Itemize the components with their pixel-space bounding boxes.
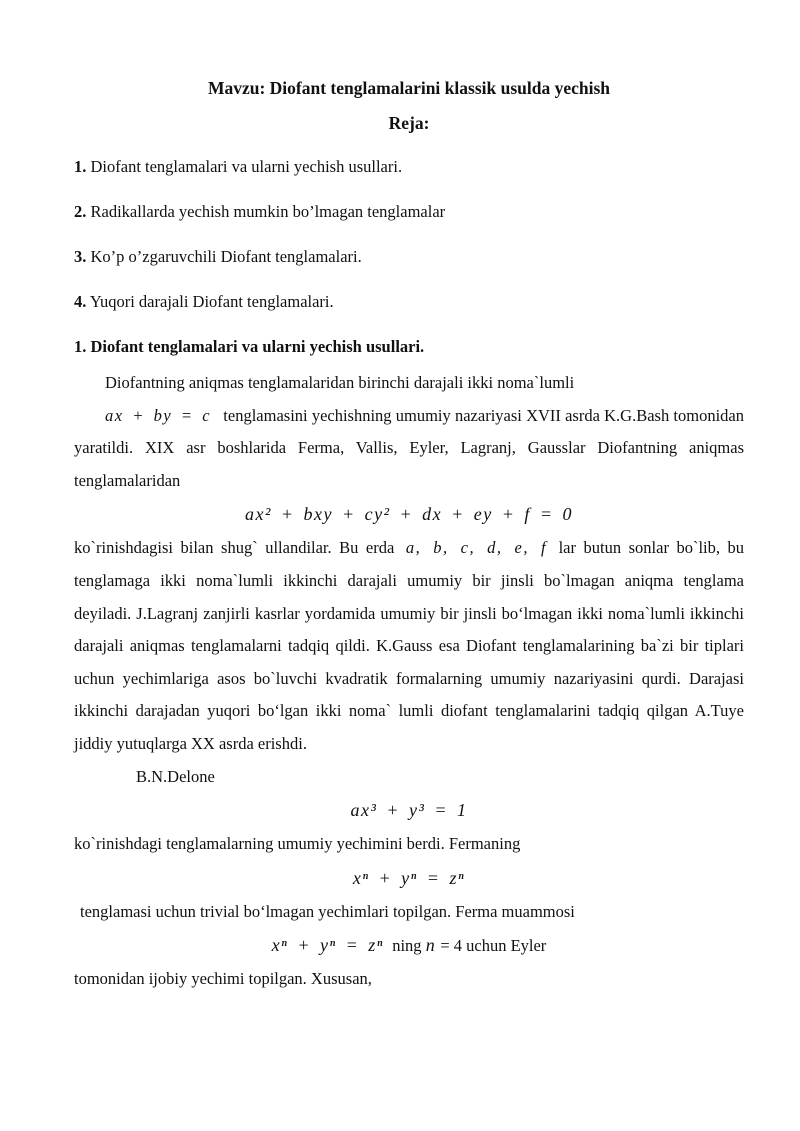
paragraph-after-cubic: ko`rinishdagi tenglamalarning umumiy yechimini berdi. Fermaning xyxy=(74,834,521,854)
paragraph-linear-text: tenglamasini yechishning umumiy nazariyasi XVII asrda K.G.Bash tomonidan yaratildi. XIX asr boshlarida Ferma, Vallis, Eyler, Lagranj, Gausslar Diofantning aniqmas tenglamalaridan xyxy=(74,405,744,490)
paragraph-intro-line: Diofantning aniqmas tenglamalaridan birinchi darajali ikki noma`lumli xyxy=(105,373,575,392)
formula-fermat xyxy=(74,861,744,896)
paragraph-history xyxy=(74,532,744,760)
plan-item-1 xyxy=(74,152,744,182)
plan-item-4-number: 4. xyxy=(74,292,87,311)
formula-cubic-text: ax³ + y³ = 1 xyxy=(350,800,468,821)
plan-item-1-label: Diofant tenglamalari va ularni yechish usullari. xyxy=(90,157,403,176)
formula-fermat-n4-mid-text: ning xyxy=(392,936,422,956)
inline-variables-list: a, b, c, d, e, f xyxy=(405,538,548,558)
formula-quadratic xyxy=(74,497,744,532)
formula-fermat-n4-tail-text: = 4 uchun Eyler xyxy=(440,936,547,956)
paragraph-history-body: lar butun sonlar bo`lib, bu tenglamaga ikki noma`lumli ikkinchi darajali umumiy bir jinsli bo`lmagan aniqma tenglama deyiladi. J.Lagranj zanjirli kasrlar yordamida umumiy bir jinsli boʻlmagan ikki noma`lumli ikkinchi darajali aniqmas tenglamalarni tadqiq qildi. K.Gauss esa Diofant tenglamalarining ba`zi bir tiplari uchun yechimlariga asos bo`luvchi kvadratik formalarning umumiy nazariyasini qurdi. Darajasi ikkinchi darajadan yuqori boʻlgan ikki noma` lumli diofant tenglamalarini tadqiq qilgan A.Tuye jiddiy yutuqlarga XX asrda erishdi. xyxy=(74,538,745,753)
paragraph-fermat-problem: tenglamasi uchun trivial boʻlmagan yechimlari topilgan. Ferma muammosi xyxy=(80,901,575,921)
plan-item-2 xyxy=(74,197,744,227)
plan-item-3 xyxy=(74,242,744,272)
plan-list xyxy=(74,152,744,317)
inline-formula-linear: ax + by = c xyxy=(105,405,212,425)
paragraph-linear-equation xyxy=(74,400,744,498)
formula-cubic xyxy=(74,793,744,828)
formula-fermat-text: xⁿ + yⁿ = zⁿ xyxy=(352,867,466,888)
plan-item-4-label: Yuqori darajali Diofant tenglamalari. xyxy=(89,292,334,311)
plan-item-1-number: 1. xyxy=(74,157,87,176)
plan-item-3-number: 3. xyxy=(74,247,87,266)
section-heading: 1. Diofant tenglamalari va ularni yechish usullari. xyxy=(74,337,425,356)
document-title: Mavzu: Diofant tenglamalarini klassik usulda yechish xyxy=(207,78,611,98)
formula-fermat-n4 xyxy=(74,928,744,963)
author-name-delone: B.N.Delone xyxy=(136,766,215,786)
formula-fermat-n4-equation: xⁿ + yⁿ = zⁿ xyxy=(271,935,384,956)
formula-quadratic-text: ax² + bxy + cy² + dx + ey + f = 0 xyxy=(244,504,574,525)
plan-item-4 xyxy=(74,287,744,317)
paragraph-history-lead: ko`rinishdagisi bilan shug` ullandilar. Bu erda xyxy=(74,538,395,558)
plan-item-2-label: Radikallarda yechish mumkin bo’lmagan tenglamalar xyxy=(90,202,446,221)
plan-item-2-number: 2. xyxy=(74,202,87,221)
plan-heading: Reja: xyxy=(388,113,430,133)
formula-fermat-n4-variable: n xyxy=(425,935,437,956)
paragraph-closing: tomonidan ijobiy yechimi topilgan. Xususan, xyxy=(74,969,372,989)
plan-item-3-label: Ko’p o’zgaruvchili Diofant tenglamalari. xyxy=(90,247,362,266)
